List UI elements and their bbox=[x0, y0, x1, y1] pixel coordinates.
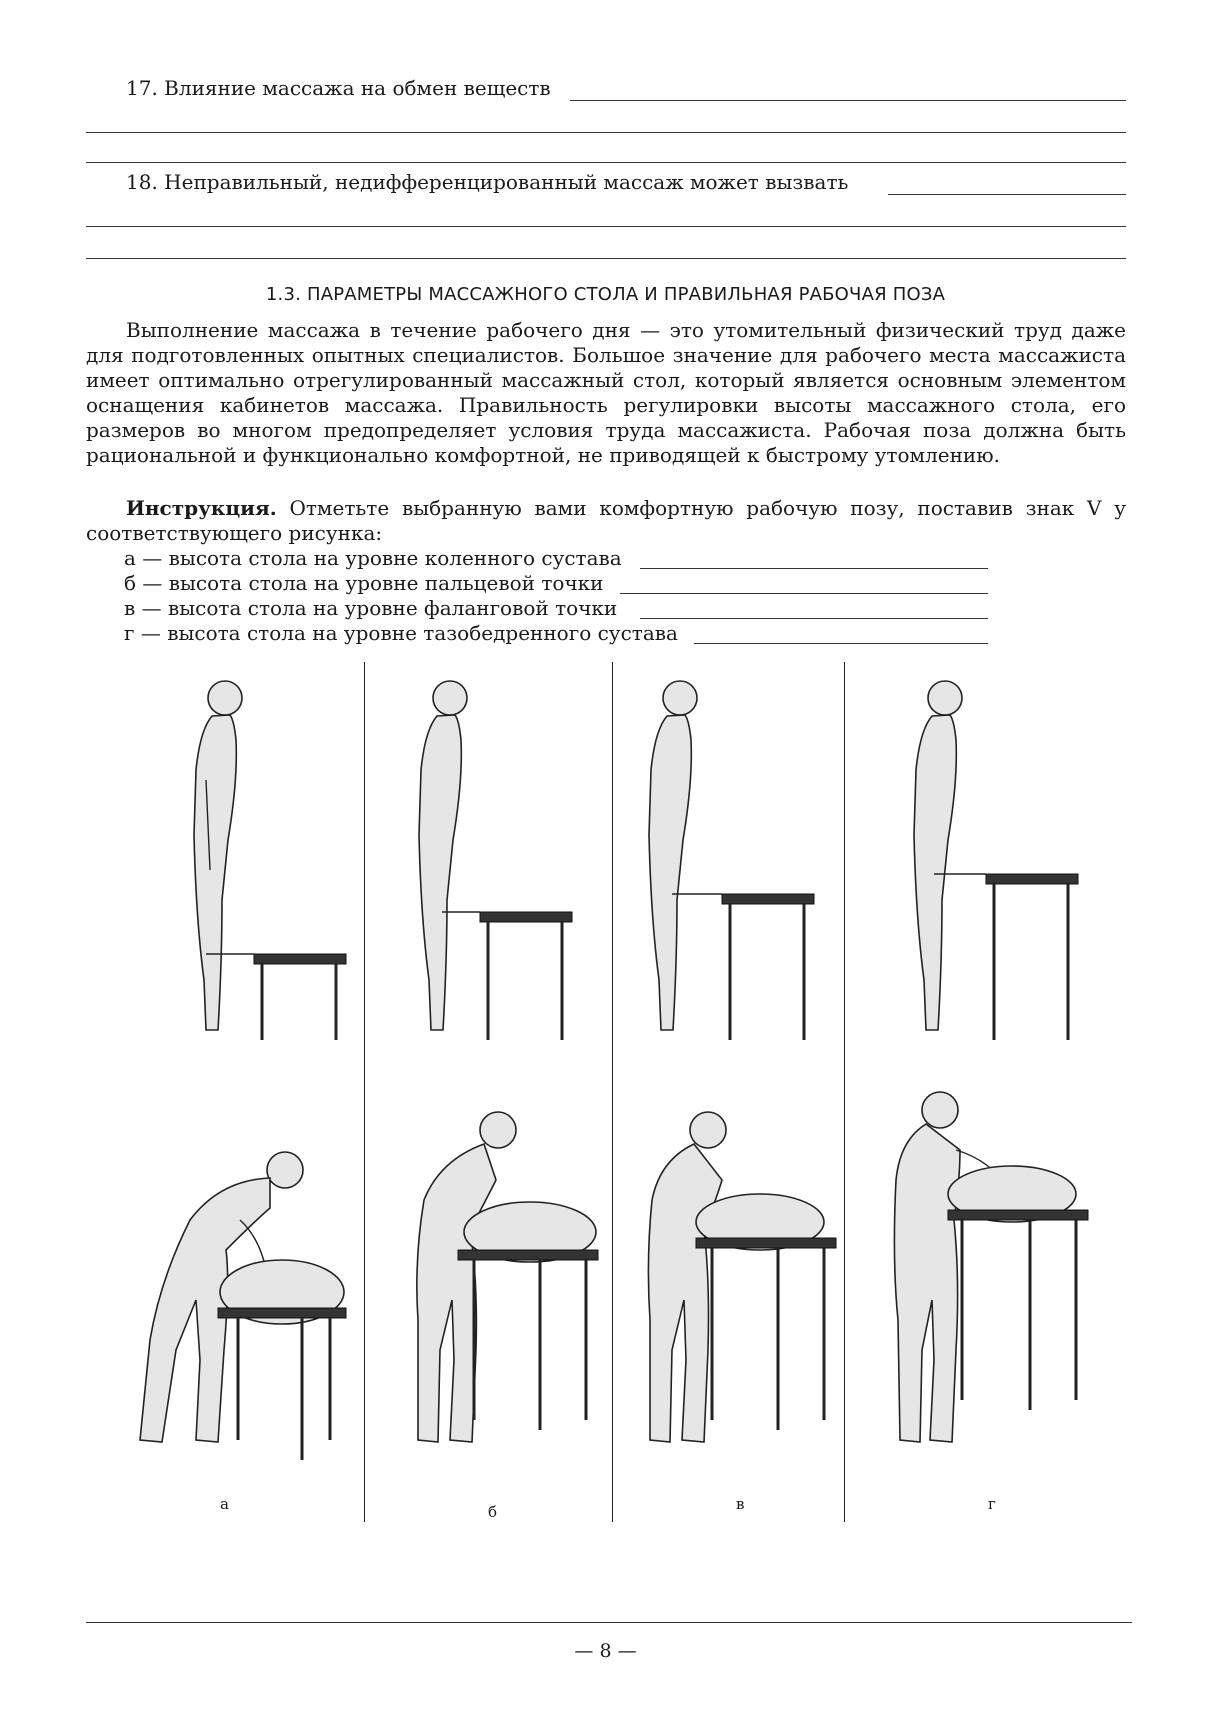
caption-c: в bbox=[736, 1495, 745, 1513]
answer-line-18b[interactable] bbox=[86, 226, 1126, 227]
instruction-text: Отметьте выбранную вами комфортную рабочую позу, поставив знак V у соответствующего рисунка: bbox=[86, 496, 1127, 545]
standing-figure-b bbox=[419, 681, 467, 1030]
working-figure-c bbox=[648, 1112, 726, 1442]
instruction-label: Инструкция. bbox=[126, 496, 277, 520]
page-number: — 8 — bbox=[574, 1640, 637, 1662]
paragraph-text: Выполнение массажа в течение рабочего дня — это утомительный физический труд даже для подготовленных опытных специалистов. Большое значение для рабочего места массажиста имеет оптимально отрегулированный массажный стол, который является основным элементом оснащения кабинетов массажа. Правильность регулировки высоты массажного стола, его размеров во многом предопределяет условия труда массажиста. Рабочая поза должна быть рациональной и функционально комфортной, не приводящей к быстрому утомлению. bbox=[86, 318, 1126, 467]
patient-table-c bbox=[696, 1194, 836, 1430]
patient-table-b bbox=[458, 1202, 598, 1430]
instruction-block bbox=[86, 496, 1126, 546]
table-b bbox=[442, 912, 572, 1040]
posture-figure bbox=[0, 660, 1211, 1560]
caption-a: а bbox=[220, 1495, 229, 1513]
caption-d: г bbox=[988, 1495, 996, 1513]
section-paragraph bbox=[86, 318, 1126, 468]
standing-figure-a bbox=[194, 681, 242, 1030]
caption-b: б bbox=[488, 1503, 498, 1521]
instruction-paragraph bbox=[86, 496, 1126, 546]
standing-figure-c bbox=[649, 681, 697, 1030]
working-figure-d bbox=[894, 1092, 1010, 1442]
option-b-answer-line[interactable] bbox=[620, 593, 988, 594]
option-d: г — высота стола на уровне тазобедренного сустава bbox=[124, 621, 678, 645]
option-a: а — высота стола на уровне коленного сустава bbox=[124, 546, 622, 570]
patient-table-a bbox=[218, 1260, 346, 1460]
option-d-answer-line[interactable] bbox=[694, 643, 988, 644]
question-17: 17. Влияние массажа на обмен веществ bbox=[126, 76, 551, 100]
answer-line-18c[interactable] bbox=[86, 258, 1126, 259]
table-c bbox=[672, 894, 814, 1040]
section-heading: 1.3. ПАРАМЕТРЫ МАССАЖНОГО СТОЛА И ПРАВИЛЬНАЯ РАБОЧАЯ ПОЗА bbox=[265, 284, 946, 305]
working-figure-b bbox=[417, 1112, 516, 1442]
option-c: в — высота стола на уровне фаланговой точки bbox=[124, 596, 618, 620]
footer-rule bbox=[86, 1622, 1132, 1623]
standing-figure-d bbox=[914, 681, 962, 1030]
answer-line-17c[interactable] bbox=[86, 162, 1126, 163]
option-a-answer-line[interactable] bbox=[640, 568, 988, 569]
patient-table-d bbox=[948, 1166, 1088, 1410]
question-18: 18. Неправильный, недифференцированный массаж может вызвать bbox=[126, 170, 849, 194]
answer-line-18a[interactable] bbox=[888, 194, 1126, 195]
option-b: б — высота стола на уровне пальцевой точки bbox=[124, 571, 604, 595]
option-c-answer-line[interactable] bbox=[640, 618, 988, 619]
answer-line-17b[interactable] bbox=[86, 132, 1126, 133]
table-d bbox=[934, 874, 1078, 1040]
answer-line-17a[interactable] bbox=[570, 100, 1126, 101]
table-a bbox=[206, 954, 346, 1040]
